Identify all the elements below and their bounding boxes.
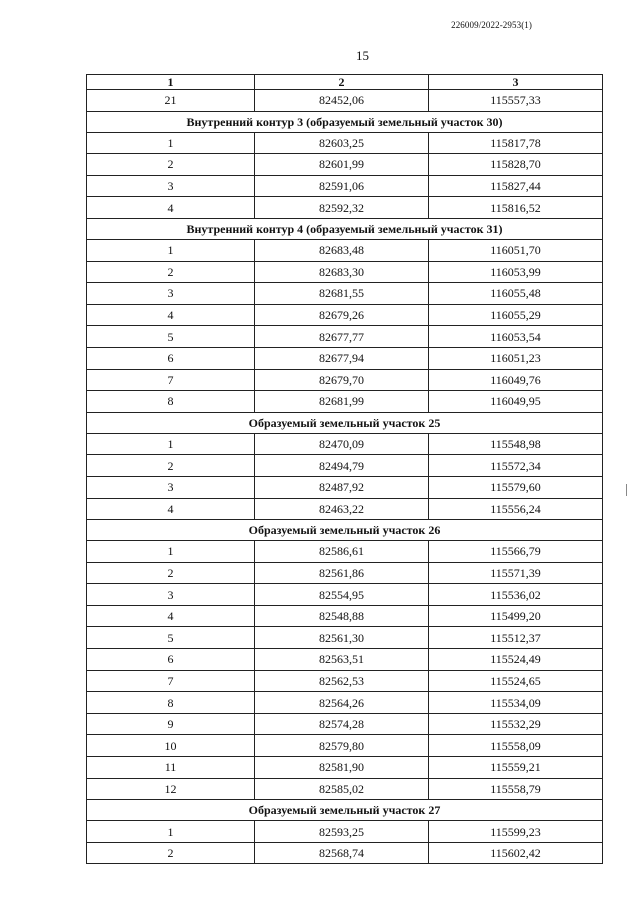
section-header-row bbox=[87, 111, 603, 132]
table-row bbox=[87, 90, 603, 112]
table-row bbox=[87, 347, 603, 369]
y-coordinate-cell: 115534,09 bbox=[429, 692, 603, 714]
y-coordinate-cell: 115524,49 bbox=[429, 649, 603, 671]
section-header-row bbox=[87, 800, 603, 821]
x-coordinate-cell: 82548,88 bbox=[255, 605, 429, 627]
y-coordinate-cell: 115548,98 bbox=[429, 433, 603, 455]
table-row bbox=[87, 842, 603, 864]
point-number-cell: 4 bbox=[87, 197, 255, 219]
x-coordinate-cell: 82586,61 bbox=[255, 541, 429, 563]
table-row bbox=[87, 239, 603, 261]
y-coordinate-cell: 115532,29 bbox=[429, 713, 603, 735]
x-coordinate-cell: 82554,95 bbox=[255, 584, 429, 606]
y-coordinate-cell: 115599,23 bbox=[429, 821, 603, 843]
x-coordinate-cell: 82487,92 bbox=[255, 476, 429, 498]
point-number-cell: 3 bbox=[87, 584, 255, 606]
table-row bbox=[87, 584, 603, 606]
column-header: 1 bbox=[87, 75, 255, 90]
table-body bbox=[87, 90, 603, 864]
y-coordinate-cell: 115816,52 bbox=[429, 197, 603, 219]
x-coordinate-cell: 82463,22 bbox=[255, 498, 429, 520]
table-row bbox=[87, 821, 603, 843]
y-coordinate-cell: 115559,21 bbox=[429, 757, 603, 779]
table-row bbox=[87, 132, 603, 154]
x-coordinate-cell: 82574,28 bbox=[255, 713, 429, 735]
point-number-cell: 4 bbox=[87, 605, 255, 627]
column-header: 2 bbox=[255, 75, 429, 90]
table-row bbox=[87, 562, 603, 584]
x-coordinate-cell: 82452,06 bbox=[255, 90, 429, 112]
y-coordinate-cell: 115566,79 bbox=[429, 541, 603, 563]
point-number-cell: 7 bbox=[87, 369, 255, 391]
y-coordinate-cell: 116055,29 bbox=[429, 304, 603, 326]
y-coordinate-cell: 116051,23 bbox=[429, 347, 603, 369]
y-coordinate-cell: 115558,09 bbox=[429, 735, 603, 757]
y-coordinate-cell: 115499,20 bbox=[429, 605, 603, 627]
table-row bbox=[87, 369, 603, 391]
point-number-cell: 8 bbox=[87, 391, 255, 413]
point-number-cell: 1 bbox=[87, 239, 255, 261]
table-row bbox=[87, 175, 603, 197]
x-coordinate-cell: 82470,09 bbox=[255, 433, 429, 455]
y-coordinate-cell: 116049,76 bbox=[429, 369, 603, 391]
y-coordinate-cell: 115817,78 bbox=[429, 132, 603, 154]
y-coordinate-cell: 115571,39 bbox=[429, 562, 603, 584]
x-coordinate-cell: 82681,99 bbox=[255, 391, 429, 413]
point-number-cell: 2 bbox=[87, 842, 255, 864]
point-number-cell: 11 bbox=[87, 757, 255, 779]
table-row bbox=[87, 713, 603, 735]
point-number-cell: 2 bbox=[87, 154, 255, 176]
y-coordinate-cell: 116051,70 bbox=[429, 239, 603, 261]
table-row bbox=[87, 627, 603, 649]
section-title: Внутренний контур 3 (образуемый земельный участок 30) bbox=[87, 111, 603, 132]
point-number-cell: 10 bbox=[87, 735, 255, 757]
table-row bbox=[87, 433, 603, 455]
section-title: Образуемый земельный участок 26 bbox=[87, 520, 603, 541]
x-coordinate-cell: 82494,79 bbox=[255, 455, 429, 477]
table-row bbox=[87, 197, 603, 219]
scan-speck bbox=[626, 484, 627, 496]
point-number-cell: 3 bbox=[87, 476, 255, 498]
y-coordinate-cell: 116049,95 bbox=[429, 391, 603, 413]
point-number-cell: 2 bbox=[87, 261, 255, 283]
y-coordinate-cell: 115579,60 bbox=[429, 476, 603, 498]
x-coordinate-cell: 82579,80 bbox=[255, 735, 429, 757]
y-coordinate-cell: 115572,34 bbox=[429, 455, 603, 477]
table-row bbox=[87, 670, 603, 692]
table-row bbox=[87, 476, 603, 498]
x-coordinate-cell: 82593,25 bbox=[255, 821, 429, 843]
section-title: Внутренний контур 4 (образуемый земельный участок 31) bbox=[87, 218, 603, 239]
y-coordinate-cell: 116053,99 bbox=[429, 261, 603, 283]
point-number-cell: 6 bbox=[87, 649, 255, 671]
table-row bbox=[87, 778, 603, 800]
point-number-cell: 4 bbox=[87, 304, 255, 326]
point-number-cell: 12 bbox=[87, 778, 255, 800]
section-title: Образуемый земельный участок 25 bbox=[87, 412, 603, 433]
x-coordinate-cell: 82603,25 bbox=[255, 132, 429, 154]
y-coordinate-cell: 115827,44 bbox=[429, 175, 603, 197]
point-number-cell: 21 bbox=[87, 90, 255, 112]
table-row bbox=[87, 605, 603, 627]
x-coordinate-cell: 82677,77 bbox=[255, 326, 429, 348]
x-coordinate-cell: 82561,30 bbox=[255, 627, 429, 649]
coordinates-table bbox=[86, 74, 603, 864]
point-number-cell: 1 bbox=[87, 821, 255, 843]
x-coordinate-cell: 82591,06 bbox=[255, 175, 429, 197]
page-number: 15 bbox=[356, 48, 369, 63]
table-row bbox=[87, 261, 603, 283]
point-number-cell: 9 bbox=[87, 713, 255, 735]
column-header: 3 bbox=[429, 75, 603, 90]
section-header-row bbox=[87, 520, 603, 541]
y-coordinate-cell: 115558,79 bbox=[429, 778, 603, 800]
table-row bbox=[87, 391, 603, 413]
point-number-cell: 6 bbox=[87, 347, 255, 369]
table-row bbox=[87, 757, 603, 779]
table-row bbox=[87, 283, 603, 305]
x-coordinate-cell: 82677,94 bbox=[255, 347, 429, 369]
table-row bbox=[87, 498, 603, 520]
section-title: Образуемый земельный участок 27 bbox=[87, 800, 603, 821]
section-header-row bbox=[87, 412, 603, 433]
y-coordinate-cell: 116053,54 bbox=[429, 326, 603, 348]
x-coordinate-cell: 82568,74 bbox=[255, 842, 429, 864]
point-number-cell: 4 bbox=[87, 498, 255, 520]
point-number-cell: 1 bbox=[87, 433, 255, 455]
point-number-cell: 3 bbox=[87, 283, 255, 305]
point-number-cell: 2 bbox=[87, 562, 255, 584]
x-coordinate-cell: 82679,70 bbox=[255, 369, 429, 391]
table-row bbox=[87, 649, 603, 671]
y-coordinate-cell: 115524,65 bbox=[429, 670, 603, 692]
point-number-cell: 7 bbox=[87, 670, 255, 692]
y-coordinate-cell: 115828,70 bbox=[429, 154, 603, 176]
y-coordinate-cell: 115556,24 bbox=[429, 498, 603, 520]
table-row bbox=[87, 541, 603, 563]
point-number-cell: 1 bbox=[87, 541, 255, 563]
x-coordinate-cell: 82683,48 bbox=[255, 239, 429, 261]
x-coordinate-cell: 82562,53 bbox=[255, 670, 429, 692]
section-header-row bbox=[87, 218, 603, 239]
x-coordinate-cell: 82683,30 bbox=[255, 261, 429, 283]
y-coordinate-cell: 115557,33 bbox=[429, 90, 603, 112]
y-coordinate-cell: 115602,42 bbox=[429, 842, 603, 864]
y-coordinate-cell: 115512,37 bbox=[429, 627, 603, 649]
x-coordinate-cell: 82581,90 bbox=[255, 757, 429, 779]
point-number-cell: 2 bbox=[87, 455, 255, 477]
x-coordinate-cell: 82679,26 bbox=[255, 304, 429, 326]
x-coordinate-cell: 82592,32 bbox=[255, 197, 429, 219]
point-number-cell: 5 bbox=[87, 326, 255, 348]
point-number-cell: 5 bbox=[87, 627, 255, 649]
table-header-row bbox=[87, 75, 603, 90]
x-coordinate-cell: 82563,51 bbox=[255, 649, 429, 671]
table-row bbox=[87, 326, 603, 348]
y-coordinate-cell: 116055,48 bbox=[429, 283, 603, 305]
point-number-cell: 3 bbox=[87, 175, 255, 197]
table-row bbox=[87, 455, 603, 477]
x-coordinate-cell: 82561,86 bbox=[255, 562, 429, 584]
x-coordinate-cell: 82564,26 bbox=[255, 692, 429, 714]
x-coordinate-cell: 82601,99 bbox=[255, 154, 429, 176]
point-number-cell: 8 bbox=[87, 692, 255, 714]
document-registration-number: 226009/2022-2953(1) bbox=[451, 20, 532, 30]
point-number-cell: 1 bbox=[87, 132, 255, 154]
y-coordinate-cell: 115536,02 bbox=[429, 584, 603, 606]
table-row bbox=[87, 154, 603, 176]
x-coordinate-cell: 82681,55 bbox=[255, 283, 429, 305]
table-row bbox=[87, 304, 603, 326]
x-coordinate-cell: 82585,02 bbox=[255, 778, 429, 800]
table-row bbox=[87, 692, 603, 714]
table-row bbox=[87, 735, 603, 757]
